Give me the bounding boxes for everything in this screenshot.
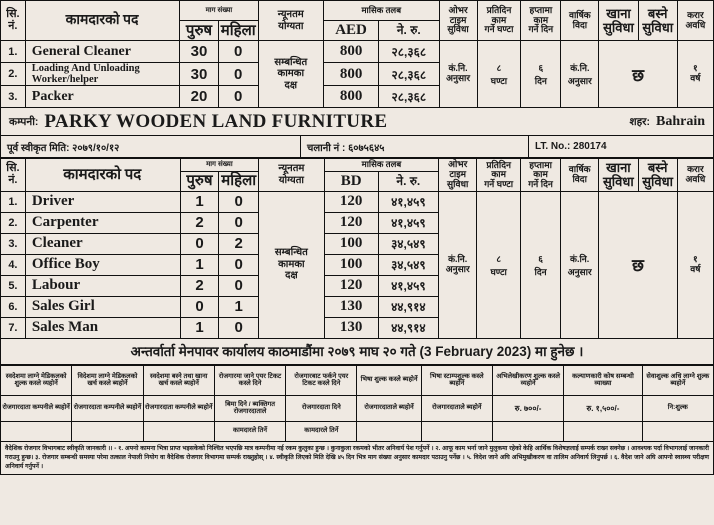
fee-header: भिषा स्टाम्पशुल्क कस्ले ब्यहोर्ने <box>421 365 492 395</box>
fee-value-amount: रु. १,५००/- <box>564 395 642 421</box>
header-npr: ने. रु. <box>379 21 439 41</box>
header-currency-aed: AED <box>324 21 379 41</box>
cell-salary-npr: ३४,५४९ <box>378 254 439 275</box>
header-female: महिला <box>219 171 259 191</box>
fee-header: रोजगारमा जाने एयर टिकट कस्ले दिने <box>214 365 285 395</box>
fee-value: नि:शुल्क <box>642 395 713 421</box>
cell-salary-bd: 120 <box>324 191 378 212</box>
cell-female: 0 <box>219 212 259 233</box>
fee-value: बिमा दिने / ब्यक्तिगत रोजगारदाताले <box>214 395 285 421</box>
header-daily-hours: प्रतिदिन काम गर्ने घण्टा <box>477 159 521 192</box>
cell-overtime: कं.नि. अनुसार <box>439 41 477 108</box>
cell-salary-aed: 800 <box>324 41 379 63</box>
demand-table-uae <box>0 0 714 108</box>
cell-male: 1 <box>180 317 219 338</box>
cell-sn: 3. <box>1 86 26 108</box>
cell-salary-aed: 800 <box>324 63 379 86</box>
fee-header: रोजगारबाट फर्कने एयर टिकट कस्ले दिने <box>286 365 357 395</box>
header-female: महिला <box>218 21 258 41</box>
footnotes: वैदेशिक रोजगार विभागबाट स्वीकृति जानकारी ।। - १. अफ्नो कामना भित्रा प्राप्त भइसकेको निश्चित भएपछि मात्र कम्पनीमा नई रकम कुलुका हुन्छ । कुनाकुला रकमको भीतर अनिवार्य पेश गर्नुपर्ने । २. आफू काम भर्ना जाने मुलुकमा रहेको केहि आर्थिक विशेषज्ञलाई सम्पर्क राख्न सक्नेछ । आवश्यक पर्दा विभागलाई जानकारी गराउनु हुन्छ। ३. रोजगार सम्बन्धी समस्या परेमा तत्काल नेपाली नियोग वा वैदेशिक रोजगार विभागमा सम्पर्क राख्नुहोस् । ४. स्वीकृति लिएको मिति देखि ४५ दिन भित्र माग संख्या अनुसार कामदार पठाउनु पर्नेछ । ५. विदेश जाने अघि अभिमुखीकरण वा तालिम अनिवार्य लिनुपर्छ । ६. वैदेश जाने अघि आफ्नो स्वास्थ्य परीक्षण अनिवार्य गर्नुपर्ने । <box>0 442 714 475</box>
chalani-number: चलानी नं : ६०७५६४५ <box>301 136 529 157</box>
approval-date: पूर्व स्वीकृत मिति: २०७९/१०/१२ <box>1 136 301 157</box>
cell-sn: 7. <box>1 317 26 338</box>
cell-male: 2 <box>180 275 219 296</box>
cell-male: 2 <box>180 212 219 233</box>
fee-value: रोजगारदाता दिने <box>286 395 357 421</box>
fee-value: रोजगारदाता कम्पनीले ब्यहोर्ने <box>143 395 214 421</box>
header-sn: सि. नं. <box>1 1 26 41</box>
header-post: कामदारको पद <box>25 159 180 192</box>
fee-note <box>642 421 713 441</box>
cell-qualification: सम्बन्धित कामका दक्ष <box>258 41 323 108</box>
cell-sn: 3. <box>1 233 26 254</box>
cell-salary-npr: २८,३६८ <box>379 63 439 86</box>
cell-salary-bd: 120 <box>324 275 378 296</box>
fees-header-row <box>1 365 714 395</box>
cell-female: 0 <box>218 41 258 63</box>
cell-salary-bd: 100 <box>324 233 378 254</box>
cell-sn: 1. <box>1 41 26 63</box>
fee-note <box>357 421 421 441</box>
lt-number: LT. No.: 280174 <box>535 141 607 152</box>
fee-note <box>492 421 563 441</box>
cell-salary-npr: ३४,५४९ <box>378 233 439 254</box>
cell-salary-npr: ४४,९१४ <box>378 317 439 338</box>
cell-female: 1 <box>219 296 259 317</box>
fees-value-row <box>1 395 714 421</box>
cell-post: Carpenter <box>25 212 180 233</box>
header-accommodation: बस्ने सुविधा <box>638 159 677 192</box>
cell-post: Office Boy <box>25 254 180 275</box>
cell-salary-bd: 130 <box>324 317 378 338</box>
cell-weekly-days: ६ दिन <box>521 41 561 108</box>
header-salary-group: मासिक तलब <box>324 1 439 21</box>
cell-male: 20 <box>180 86 219 108</box>
header-currency-bd: BD <box>324 171 378 191</box>
table-row <box>1 191 714 212</box>
fee-header: सेवाशुल्क अधि लाग्ने शुल्क ब्यहोर्ने <box>642 365 713 395</box>
header-contract: करार अवधि <box>677 1 713 41</box>
cell-male: 30 <box>180 63 219 86</box>
cell-sn: 4. <box>1 254 26 275</box>
header-contract: करार अवधि <box>677 159 713 192</box>
cell-post: Sales Man <box>25 317 180 338</box>
fee-note <box>564 421 642 441</box>
cell-daily-hours: ८ घण्टा <box>477 191 521 338</box>
fee-note <box>72 421 143 441</box>
header-male: पुरुष <box>180 21 219 41</box>
header-overtime: ओभर टाइम सुविधा <box>439 1 477 41</box>
cell-salary-npr: ४१,४५९ <box>378 275 439 296</box>
cell-female: 2 <box>219 233 259 254</box>
fees-table <box>0 365 714 442</box>
header-overtime: ओभर टाइम सुविधा <box>439 159 477 192</box>
header-qualification: न्यूनतम योग्यता <box>258 1 323 41</box>
company-name: PARKY WOODEN LAND FURNITURE <box>44 110 388 132</box>
header-sn: सि. नं. <box>1 159 26 192</box>
header-salary-group: मासिक तलब <box>324 159 438 172</box>
header-annual-leave: वार्षिक विदा <box>561 1 599 41</box>
cell-salary-npr: २८,३६८ <box>379 41 439 63</box>
interview-banner: अन्तर्वार्ता मेनपावर कार्यालय काठमाडौंमा २०७९ माघ २० गते (3 February 2023) मा हुनेछ । <box>0 339 714 365</box>
cell-weekly-days: ६ दिन <box>521 191 561 338</box>
cell-salary-bd: 120 <box>324 212 378 233</box>
cell-contract: १ वर्ष <box>677 191 713 338</box>
fee-value: रोजगारदाताले ब्यहोर्ने <box>421 395 492 421</box>
cell-salary-npr: २८,३६८ <box>379 86 439 108</box>
header-weekly-days: हप्तामा काम गर्ने दिन <box>521 159 561 192</box>
company-bar <box>0 108 714 136</box>
fee-value: रोजगारदाताले ब्यहोर्ने <box>357 395 421 421</box>
cell-male: 0 <box>180 296 219 317</box>
cell-male: 0 <box>180 233 219 254</box>
fee-note: कामदारले तिर्ने <box>214 421 285 441</box>
header-weekly-days: हप्तामा काम गर्ने दिन <box>521 1 561 41</box>
cell-contract: १ वर्ष <box>677 41 713 108</box>
header-annual-leave: वार्षिक विदा <box>561 159 599 192</box>
fee-header: स्वदेशमा बस्ने तथा खाना खर्च कस्ले ब्यहोर्ने <box>143 365 214 395</box>
header-daily-hours: प्रतिदिन काम गर्ने घण्टा <box>477 1 521 41</box>
cell-annual-leave: कं.नि. अनुसार <box>561 191 599 338</box>
cell-post: Packer <box>25 86 179 108</box>
fee-header: कल्याणकारी कोष सम्बन्धी व्याख्या <box>564 365 642 395</box>
meta-row <box>0 136 714 158</box>
cell-annual-leave: कं.नि. अनुसार <box>561 41 599 108</box>
cell-salary-npr: ४४,९१४ <box>378 296 439 317</box>
cell-post: Driver <box>25 191 180 212</box>
fee-value: रोजगारदाता कम्पनीले ब्यहोर्ने <box>1 395 72 421</box>
fee-header: अभिलेखीकरण शुल्क कस्ले व्यहोर्ने <box>492 365 563 395</box>
cell-salary-bd: 130 <box>324 296 378 317</box>
header-food: खाना सुविधा <box>599 1 638 41</box>
fee-note <box>1 421 72 441</box>
cell-sn: 5. <box>1 275 26 296</box>
header-count-group: माग संख्या <box>180 1 258 21</box>
cell-sn: 2. <box>1 212 26 233</box>
cell-qualification: सम्बन्धित कामका दक्ष <box>259 191 325 338</box>
cell-male: 1 <box>180 191 219 212</box>
cell-sn: 1. <box>1 191 26 212</box>
fee-value-amount: रु. ७००/- <box>492 395 563 421</box>
cell-salary-aed: 800 <box>324 86 379 108</box>
cell-female: 0 <box>218 63 258 86</box>
fee-note <box>421 421 492 441</box>
cell-male: 1 <box>180 254 219 275</box>
cell-post: Loading And Unloading Worker/helper <box>25 63 179 86</box>
cell-post: Sales Girl <box>25 296 180 317</box>
header-male: पुरुष <box>180 171 219 191</box>
header-qualification: न्यूनतम योग्यता <box>259 159 325 192</box>
fee-header: भिषा शुल्क कस्ले ब्यहोर्ने <box>357 365 421 395</box>
fees-note-row <box>1 421 714 441</box>
header-post: कामदारको पद <box>25 1 179 41</box>
city-name: Bahrain <box>655 113 705 129</box>
cell-overtime: कं.नि. अनुसार <box>439 191 477 338</box>
cell-female: 0 <box>218 86 258 108</box>
cell-post: General Cleaner <box>25 41 179 63</box>
cell-food-accommodation: छ <box>599 41 677 108</box>
cell-salary-npr: ४१,४५९ <box>378 191 439 212</box>
cell-daily-hours: ८ घण्टा <box>477 41 521 108</box>
table-header-row <box>1 1 714 21</box>
header-food: खाना सुविधा <box>599 159 638 192</box>
header-npr: ने. रु. <box>378 171 439 191</box>
cell-female: 0 <box>219 275 259 296</box>
header-count-group: माग संख्या <box>180 159 258 172</box>
cell-female: 0 <box>219 317 259 338</box>
company-label: कम्पनी: <box>9 115 39 128</box>
cell-post: Labour <box>25 275 180 296</box>
cell-female: 0 <box>219 254 259 275</box>
fee-value: रोजगारदाता कम्पनीले ब्यहोर्ने <box>72 395 143 421</box>
cell-female: 0 <box>219 191 259 212</box>
header-accommodation: बस्ने सुविधा <box>638 1 677 41</box>
cell-salary-npr: ४१,४५९ <box>378 212 439 233</box>
demand-table-bahrain <box>0 158 714 339</box>
fee-note: कामदारले तिर्ने <box>286 421 357 441</box>
cell-sn: 6. <box>1 296 26 317</box>
cell-sn: 2. <box>1 63 26 86</box>
table-row <box>1 41 714 63</box>
cell-post: Cleaner <box>25 233 180 254</box>
cell-salary-bd: 100 <box>324 254 378 275</box>
fee-header: स्वदेशमा लाग्ने मेडिकलको शुल्क कस्ले व्यहोर्ने <box>1 365 72 395</box>
fee-note <box>143 421 214 441</box>
city-label: शहर: <box>629 115 650 128</box>
cell-food-accommodation: छ <box>599 191 677 338</box>
table-header-row <box>1 159 714 172</box>
cell-male: 30 <box>180 41 219 63</box>
fee-header: विदेशमा लाग्ने मेडिकलको खर्च कस्ले ब्यहोर्ने <box>72 365 143 395</box>
